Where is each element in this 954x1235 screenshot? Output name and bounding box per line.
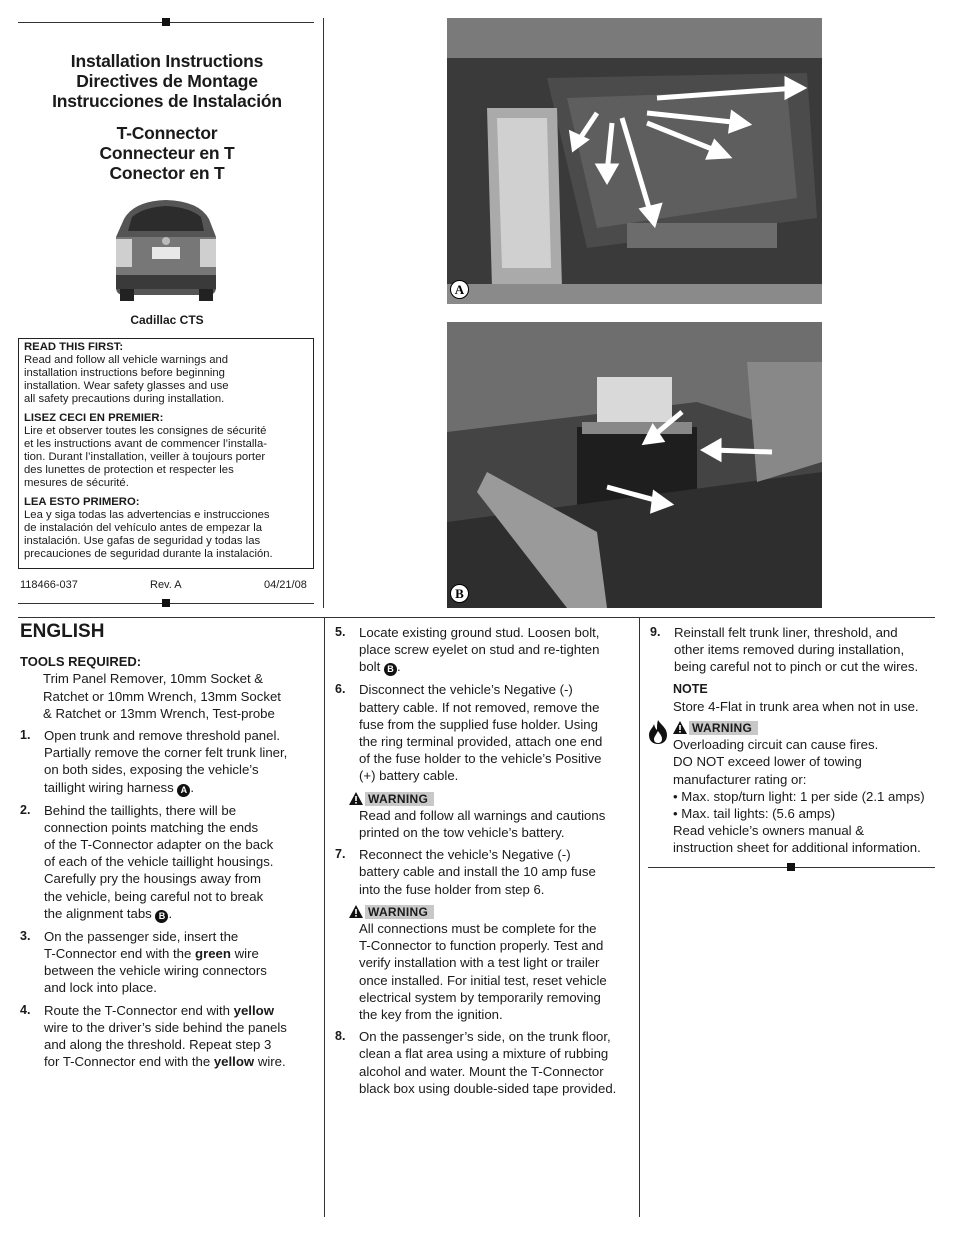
product-fr: Connecteur en T bbox=[99, 143, 235, 163]
read-first-fr: LISEZ CECI EN PREMIER: Lire et observer toutes les consignes de sécurité et les instructions avant de commencer l’installa- tion. Durant l’installation, veiller à toujours porter des lunettes de protection et respecter les mesures de sécurité. bbox=[24, 412, 267, 489]
part-number: 118466-037 bbox=[20, 579, 78, 591]
note-text: Store 4-Flat in trunk area when not in use. bbox=[673, 698, 919, 714]
header-titles bbox=[20, 51, 314, 183]
photo-a-label: A bbox=[450, 280, 469, 299]
column-divider-1 bbox=[324, 617, 325, 1217]
step-8: 8. On the passenger’s side, on the trunk floor, clean a flat area using a mixture of rubbing alcohol and water. Mount the T-Connector black box using double-sided tape provided. bbox=[335, 1029, 617, 1096]
callout-b-icon: B bbox=[155, 910, 168, 923]
fire-icon bbox=[647, 719, 669, 745]
product-en: T-Connector bbox=[116, 123, 218, 143]
title-es: Instrucciones de Instalación bbox=[52, 91, 282, 111]
revision: Rev. A bbox=[150, 579, 182, 591]
callout-b-icon: B bbox=[384, 663, 397, 676]
warning-triangle-icon bbox=[349, 905, 363, 918]
vehicle-image bbox=[104, 197, 229, 303]
photo-b-label: B bbox=[450, 584, 469, 603]
read-first-es: LEA ESTO PRIMERO: Lea y siga todas las advertencias e instrucciones de instalación del vehículo antes de empezar la instalación. Use gafas de seguridad y todas las precauciones de seguridad durante la instalación. bbox=[24, 496, 273, 560]
english-column-2 bbox=[335, 624, 635, 1102]
vehicle-caption: Cadillac CTS bbox=[130, 313, 204, 327]
step-7: 7. Reconnect the vehicle’s Negative (-) battery cable and install the 10 amp fuse into the fuse holder from step 6. bbox=[335, 847, 596, 897]
tools-list: Trim Panel Remover, 10mm Socket & Ratchet or 10mm Wrench, 13mm Socket & Ratchet or 13mm Wrench, Test-probe bbox=[43, 671, 281, 721]
rule-marker bbox=[787, 863, 795, 871]
step-4: 4. Route the T-Connector end with yellow wire to the driver’s side behind the panels and along the threshold. Repeat step 3 for T-Connector end with the yellow wire. bbox=[20, 1002, 287, 1070]
warning-label: WARNING bbox=[365, 792, 434, 806]
read-first-box bbox=[18, 338, 314, 569]
column-divider-2 bbox=[639, 617, 640, 1217]
title-fr: Directives de Montage bbox=[76, 71, 258, 91]
english-column-3 bbox=[650, 624, 940, 857]
rule-marker bbox=[162, 18, 170, 26]
english-column-1 bbox=[20, 623, 316, 1075]
rule-marker bbox=[162, 599, 170, 607]
revision-date: 04/21/08 bbox=[264, 579, 307, 591]
warning-connections: WARNING All connections must be complete for the T-Connector to function properly. Test and verify installation with a test light or trailer once installed. For initial test, reset vehicle electrical system by temporarily removing the key from the ignition. bbox=[335, 903, 635, 1023]
note-block bbox=[650, 681, 940, 715]
english-heading: ENGLISH bbox=[20, 621, 105, 642]
warning-label: WARNING bbox=[365, 905, 434, 919]
product-es: Conector en T bbox=[109, 163, 225, 183]
callout-a-icon: A bbox=[177, 784, 190, 797]
step-5: 5. Locate existing ground stud. Loosen bolt, place screw eyelet on stud and re-tighten bolt B . bbox=[335, 625, 600, 675]
step-2: 2. Behind the taillights, there will be connection points matching the ends of the T-Connector adapter on the back of each of the vehicle taillight housings. Carefully pry the housings away from the vehicle, being careful not to break the alignment tabs B . bbox=[20, 802, 274, 921]
note-heading: NOTE bbox=[673, 681, 708, 696]
warning-triangle-icon bbox=[673, 721, 687, 734]
warning-overload: WARNING Overloading circuit can cause fires. DO NOT exceed lower of towing manufacturer rating or: • Max. stop/turn light: 1 per side (2.1 amps) • Max. tail lights: (5.6 amps) Read vehicle’s owners manual & instruction sheet for additional information. bbox=[650, 719, 940, 857]
warning-battery: WARNING Read and follow all warnings and cautions printed on the tow vehicle’s battery. bbox=[335, 790, 635, 842]
step-6: 6. Disconnect the vehicle’s Negative (-) battery cable. If not removed, remove the fuse from the supplied fuse holder. Using the ring terminal provided, attach one end of the fuse holder to the vehicle’s Positive (+) battery cable. bbox=[335, 682, 603, 784]
warning-label: WARNING bbox=[689, 721, 758, 735]
step-3: 3. On the passenger side, insert the T-Connector end with the green wire between the vehicle wiring connectors and lock into place. bbox=[20, 928, 267, 996]
step-9: 9. Reinstall felt trunk liner, threshold, and other items removed during installation, being careful not to pinch or cut the wires. bbox=[650, 625, 919, 675]
title-en: Installation Instructions bbox=[70, 51, 264, 71]
read-first-en: READ THIS FIRST: Read and follow all vehicle warnings and installation instructions before beginning installation. Wear safety glasses and use all safety precautions during installation. bbox=[24, 341, 229, 405]
tools-heading: TOOLS REQUIRED: bbox=[20, 654, 142, 670]
step-1: 1. Open trunk and remove threshold panel. Partially remove the corner felt trunk liner, on both sides, exposing the vehicle’s taillight wiring harness A . bbox=[20, 728, 288, 795]
photo-a-trunk bbox=[447, 18, 822, 304]
warning-triangle-icon bbox=[349, 792, 363, 805]
section-rule bbox=[18, 617, 935, 618]
photo-b-battery bbox=[447, 322, 822, 608]
header-divider bbox=[323, 18, 324, 608]
